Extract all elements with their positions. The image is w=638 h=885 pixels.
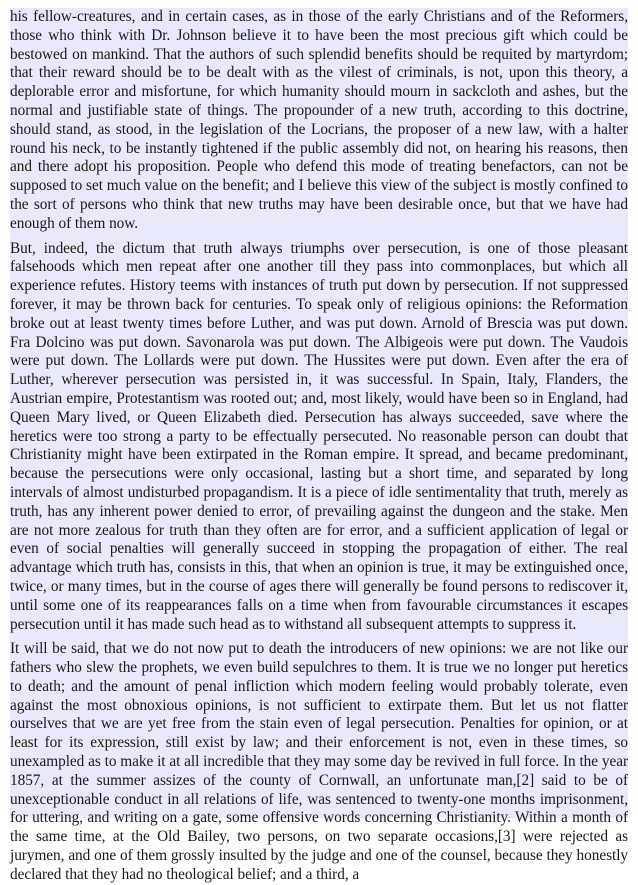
document-page — [10, 8, 628, 883]
paragraph: It will be said, that we do not now put to death the introducers of new opinions: we are not like our fathers who slew the prophets, we even build sepulchres to them. It is true we no longer put heretics to death; and the amount of penal infliction which modern feeling would probably tolerate, even against the most obnoxious opinions, is not sufficient to extirpate them. But let us not flatter ourselves that we are yet free from the stain even of legal persecution. Penalties for opinion, or at least for its expression, still exist by law; and their enforcement is not, even in these times, so unexampled as to make it at all incredible that they may some day be revived in full force. In the year 1857, at the summer assizes of the county of Cornwall, an unfortunate man,[2] said to be of unexceptionable conduct in all relations of life, was sentenced to twenty-one months imprisonment, for uttering, and writing on a gate, some offensive words concerning Christianity. Within a month of the same time, at the Old Bailey, two persons, on two separate occasions,[3] were rejected as jurymen, and one of them grossly insulted by the judge and one of the counsel, because they honestly declared that they had no theological belief; and a third, a — [10, 640, 628, 883]
paragraph: But, indeed, the dictum that truth always triumphs over persecution, is one of those pleasant falsehoods which men repeat after one another till they pass into commonplaces, but which all experience refutes. History teems with instances of truth put down by persecution. If not suppressed forever, it may be thrown back for centuries. To speak only of religious opinions: the Reformation broke out at least twenty times before Luther, and was put down. Arnold of Brescia was put down. Fra Dolcino was put down. Savonarola was put down. The Albigeois were put down. The Vaudois were put down. The Lollards were put down. The Hussites were put down. Even after the era of Luther, wherever persecution was persisted in, it was successful. In Spain, Italy, Flanders, the Austrian empire, Protestantism was rooted out; and, most likely, would have been so in England, had Queen Mary lived, or Queen Elizabeth died. Persecution has always succeeded, save where the heretics were too strong a party to be effectually persecuted. No reasonable person can doubt that Christianity might have been extirpated in the Roman empire. It spread, and became predominant, because the persecutions were only occasional, lasting but a short time, and separated by long intervals of almost undisturbed propagandism. It is a piece of idle sentimentality that truth, merely as truth, has any inherent power denied to error, of prevailing against the dungeon and the stake. Men are not more zealous for truth than they often are for error, and a sufficient application of legal or even of social penalties will generally succeed in stopping the propagation of either. The real advantage which truth has, consists in this, that when an opinion is true, it may be extinguished once, twice, or many times, but in the course of ages there will generally be found persons to rediscover it, until some one of its reappearances falls on a time when from favourable circumstances it escapes persecution until it has made such head as to withstand all subsequent attempts to suppress it. — [10, 239, 628, 633]
paragraph: his fellow-creatures, and in certain cases, as in those of the early Christians and of the Reformers, those who think with Dr. Johnson believe it to have been the most precious gift which could be bestowed on mankind. That the authors of such splendid benefits should be requited by martyrdom; that their reward should be to be dealt with as the vilest of criminals, is not, upon this theory, a deplorable error and misfortune, for which humanity should mourn in sackcloth and ashes, but the normal and justifiable state of things. The propounder of a new truth, according to this doctrine, should stand, as stood, in the legislation of the Locrians, the proposer of a new law, with a halter round his neck, to be instantly tightened if the public assembly did not, on hearing his reasons, then and there adopt his proposition. People who defend this mode of treating benefactors, can not be supposed to set much value on the benefit; and I believe this view of the subject is mostly confined to the sort of persons who think that new truths may have been desirable once, but that we have had enough of them now. — [10, 8, 628, 232]
